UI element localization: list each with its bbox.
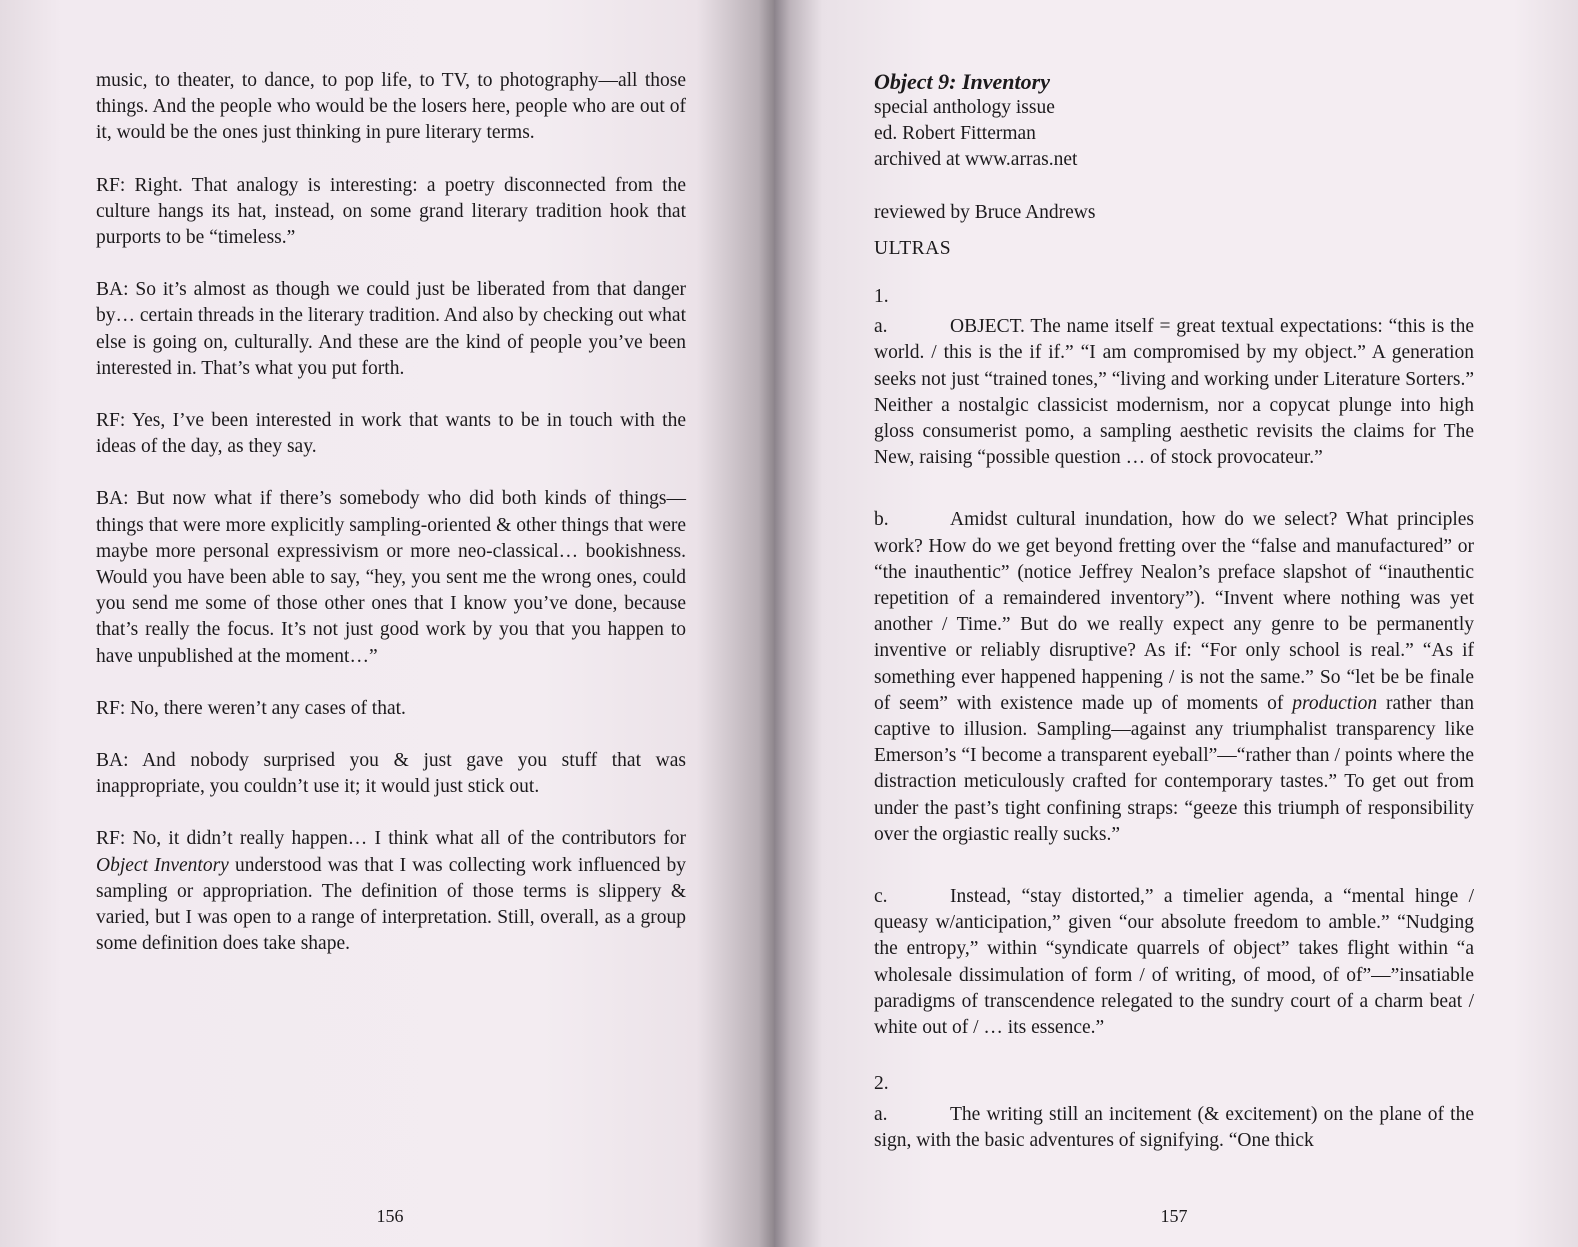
reviewer-byline: reviewed by Bruce Andrews <box>874 201 1096 223</box>
right-page <box>774 0 1578 1247</box>
paragraph: BA: But now what if there’s somebody who did both kinds of things—things that were more explicitly sampling-oriented & other things that were maybe more personal expressivism or more neo-classical… bookishness. Would you have been able to say, “hey, you sent me the wrong ones, could you send me some of those other ones that I know you’ve done, because that’s really the focus. It’s not just good work by you that you happen to have unpublished at the moment…” <box>96 488 686 667</box>
section-number: 2. <box>874 1073 889 1095</box>
item-label: a. <box>874 1103 888 1125</box>
paragraph-last <box>96 826 686 957</box>
review-item <box>874 1102 1474 1154</box>
paragraph: BA: So it’s almost as though we could just be liberated from that danger by… certain threads in the literary tradition. And also by checking out what else is going on, culturally. And these are the kind of people you’ve been interested in. That’s what you put forth. <box>96 279 686 379</box>
paragraph: RF: Right. That analogy is interesting: a poetry disconnected from the culture hangs its hat, instead, on some grand literary tradition hook that purports to be “timeless.” <box>96 174 686 249</box>
italic-term: production <box>1292 692 1378 714</box>
item-label: c. <box>874 886 888 908</box>
publication-meta <box>874 95 1474 174</box>
meta-line: archived at www.arras.net <box>874 149 1078 171</box>
left-page-text <box>96 68 686 983</box>
review-item <box>874 507 1474 848</box>
page-number: 156 <box>376 1206 404 1226</box>
review-title: Object 9: Inventory <box>874 69 1050 94</box>
paragraph-text: RF: No, it didn’t really happen… I think what all of the contributors for <box>96 828 686 850</box>
right-page-text <box>874 69 1474 1180</box>
review-item <box>874 884 1474 1041</box>
paragraph: RF: No, there weren’t any cases of that. <box>96 697 406 719</box>
paragraph: music, to theater, to dance, to pop life, to TV, to photography—all those things. And the people who would be the losers here, people who are out of it, would be the ones just thinking in pure literary terms. <box>96 70 686 144</box>
meta-line: special anthology issue <box>874 97 1055 118</box>
item-text: OBJECT. The name itself = great textual expectations: “this is the world. / this is the if if.” “I am compromised by my object.” A generation seeks not just “trained tones,” “living and working under Literature Sorters.” Neither a nostalgic classicist modernism, nor a copycat plunge into high gloss consumerist pomo, a sampling aesthetic revisits the claims for The New, raising “possible question … of stock provocateur.” <box>874 316 1474 469</box>
left-page <box>0 0 774 1247</box>
paragraph-text: understood was that I was collecting work influenced by sampling or appropriation. The definition of those terms is slippery & varied, but I was open to a range of interpretation. Still, overall, as a group some definition does take shape. <box>96 854 686 955</box>
item-text: The writing still an incitement (& excitement) on the plane of the sign, with the basic adventures of signifying. “One thick <box>874 1103 1474 1151</box>
section-heading: ULTRAS <box>874 237 952 259</box>
item-text: rather than captive to illusion. Sampling—against any triumphalist transparency like Emerson’s “I become a transparent eyeball”—“rather than / points where the distraction meticulously crafted for contemporary tastes.” To get out from under the past’s tight confining straps: “geeze this triumph of responsibility over the orgiastic really sucks.” <box>874 692 1475 845</box>
item-label: a. <box>874 316 888 338</box>
section-number: 1. <box>874 286 889 308</box>
meta-line: ed. Robert Fitterman <box>874 123 1036 145</box>
book-title-italic: Object Inventory <box>96 854 229 876</box>
review-item <box>874 314 1474 471</box>
item-text: Instead, “stay distorted,” a timelier agenda, a “mental hinge / queasy w/anticipation,” given “our absolute freedom to amble.” “Nudging the entropy,” within “syndicate quarrels of object” takes flight within “a wholesale dissimulation of form / of writing, of mood, of of”—”insatiable paradigms of transcendence relegated to the sundry court of a charm beat / white out of / … its essence.” <box>874 886 1474 1039</box>
item-label: b. <box>874 509 889 531</box>
paragraph: BA: And nobody surprised you & just gave you stuff that was inappropriate, you couldn’t use it; it would just stick out. <box>96 750 686 798</box>
paragraph: RF: Yes, I’ve been interested in work that wants to be in touch with the ideas of the day, as they say. <box>96 410 686 458</box>
page-number: 157 <box>1160 1206 1188 1226</box>
item-text: Amidst cultural inundation, how do we select? What principles work? How do we get beyond fretting over the “false and manufactured” or “the inauthentic” (notice Jeffrey Nealon’s preface slapshot of “inauthentic repetition of a remaindered inventory”). “Invent where nothing was yet another / Time.” But do we really expect any genre to be permanently inventive or reliably disruptive? As if: “For only school is real.” “As if something ever happened happening / is not the same.” So “let be be finale of seem” with existence made up of moments of <box>874 509 1474 714</box>
